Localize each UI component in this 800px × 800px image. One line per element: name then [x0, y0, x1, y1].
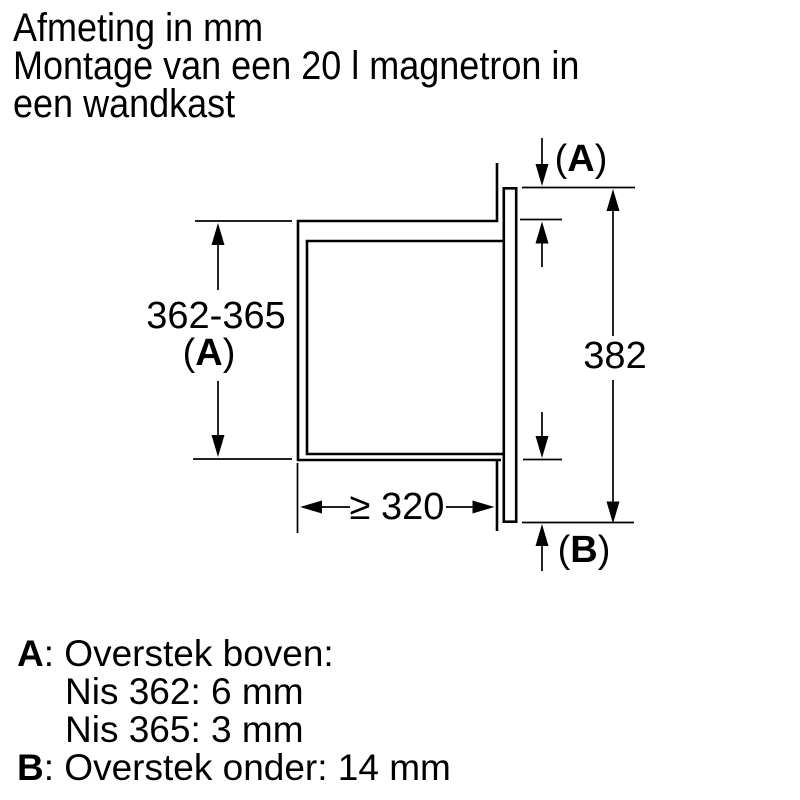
arrow-up-icon	[607, 189, 620, 211]
legend	[17, 635, 451, 787]
arrow-down-icon	[536, 436, 549, 458]
legend-line-a: A: Overstek boven:	[17, 633, 334, 674]
niche-height-ref-label: (A)	[182, 332, 236, 374]
arrow-down-icon	[212, 435, 225, 457]
arrow-down-icon	[607, 502, 620, 524]
title-line-3: een wandkast	[13, 82, 236, 126]
arrow-right-icon	[473, 501, 495, 514]
title-line-2: Montage van een 20 l magnetron in	[13, 44, 580, 88]
arrow-up-icon	[212, 223, 225, 245]
depth-value: ≥ 320	[349, 486, 445, 528]
title-line-1: Afmeting in mm	[13, 6, 264, 50]
arrow-left-icon	[300, 501, 322, 514]
arrow-down-icon	[536, 164, 549, 186]
front-height-value: 382	[583, 335, 647, 377]
microwave-front-panel	[504, 188, 516, 521]
legend-line-a-item2: Nis 365: 3 mm	[65, 709, 304, 750]
cabinet-outline	[298, 163, 501, 460]
legend-line-b: B: Overstek onder: 14 mm	[17, 747, 451, 788]
overhang-top-label: (A)	[554, 138, 608, 180]
niche-height-value: 362-365	[146, 295, 286, 337]
legend-line-a-item1: Nis 362: 6 mm	[65, 671, 304, 712]
arrow-up-icon	[536, 222, 549, 244]
overhang-bottom-label: (B)	[557, 529, 611, 571]
arrow-up-icon	[536, 524, 549, 546]
microwave-body	[307, 241, 503, 454]
